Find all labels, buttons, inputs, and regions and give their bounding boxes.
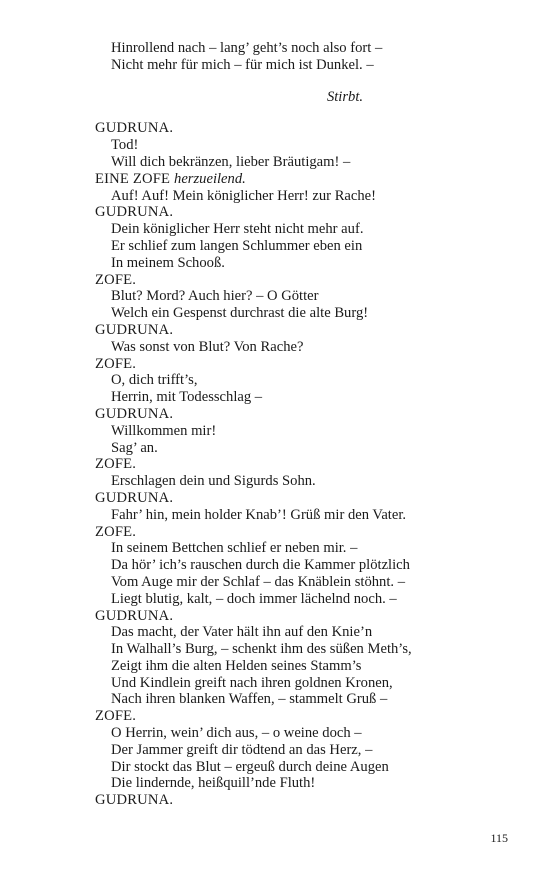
verse-line: Die lindernde, heißquill’nde Fluth! [111,775,316,792]
verse-line: Herrin, mit Todesschlag – [111,389,263,406]
verse-line: Hinrollend nach – lang’ geht’s noch also fort – [111,40,383,56]
verse-line: In meinem Schooß. [111,254,225,271]
verse-line: Nach ihren blanken Waffen, – stammelt Gruß – [111,691,388,708]
speaker-name: GUDRUNA. [95,607,174,624]
verse-line: O, dich trifft’s, [111,372,198,389]
speaker-name: ZOFE. [95,523,137,540]
speaker-name: GUDRUNA. [95,321,174,338]
speaker-name: GUDRUNA. [95,204,174,221]
verse-line: Nicht mehr für mich – für mich ist Dunkel. – [111,56,374,73]
verse-line: Erschlagen dein und Sigurds Sohn. [111,473,316,490]
verse-line: Willkommen mir! [111,422,217,439]
verse-line: Zeigt ihm die alten Helden seines Stamm’s [111,657,362,674]
verse-line: Sag’ an. [111,439,158,456]
page-number: 115 [490,831,508,845]
play-text [95,40,535,809]
speaker-name: GUDRUNA. [95,792,174,809]
speaker-direction: herzueilend. [174,170,246,187]
verse-line: Vom Auge mir der Schlaf – das Knäblein stöhnt. – [111,573,405,590]
speaker-name: GUDRUNA. [95,489,174,506]
verse-line: Und Kindlein greift nach ihren goldnen Kronen, [111,674,393,691]
verse-line: Was sonst von Blut? Von Rache? [111,338,304,355]
verse-line: Tod! [111,137,139,154]
verse-line: Er schlief zum langen Schlummer eben ein [111,237,363,254]
verse-line: Will dich bekränzen, lieber Bräutigam! – [111,153,351,170]
verse-line: Welch ein Gespenst durchrast die alte Burg! [111,305,369,322]
speaker-name: ZOFE. [95,271,137,288]
speaker-name: EINE ZOFE herzueilend. [95,170,246,187]
verse-line: Fahr’ hin, mein holder Knab’! Grüß mir den Vater. [111,506,407,523]
verse-line: Dir stockt das Blut – ergeuß durch deine Augen [111,758,389,775]
speaker-name: ZOFE. [95,708,137,725]
speaker-name: GUDRUNA. [95,120,174,137]
speaker-name: ZOFE. [95,355,137,372]
verse-line: O Herrin, wein’ dich aus, – o weine doch – [111,725,362,742]
verse-line: Blut? Mord? Auch hier? – O Götter [111,288,319,305]
verse-line: In Walhall’s Burg, – schenkt ihm des süßen Meth’s, [111,641,412,658]
verse-line: Dein königlicher Herr steht nicht mehr auf. [111,221,364,238]
speaker-name: ZOFE. [95,456,137,473]
verse-line: Der Jammer greift dir tödtend an das Herz, – [111,741,373,758]
speaker-name: GUDRUNA. [95,405,174,422]
verse-line: Auf! Auf! Mein königlicher Herr! zur Rache! [111,187,377,204]
verse-line: Liegt blutig, kalt, – doch immer lächelnd noch. – [111,590,397,607]
verse-line: In seinem Bettchen schlief er neben mir. – [111,540,358,557]
verse-line: Da hör’ ich’s rauschen durch die Kammer plötzlich [111,557,410,574]
verse-line: Das macht, der Vater hält ihn auf den Knie’n [111,624,373,641]
stage-direction: Stirbt. [326,88,364,105]
